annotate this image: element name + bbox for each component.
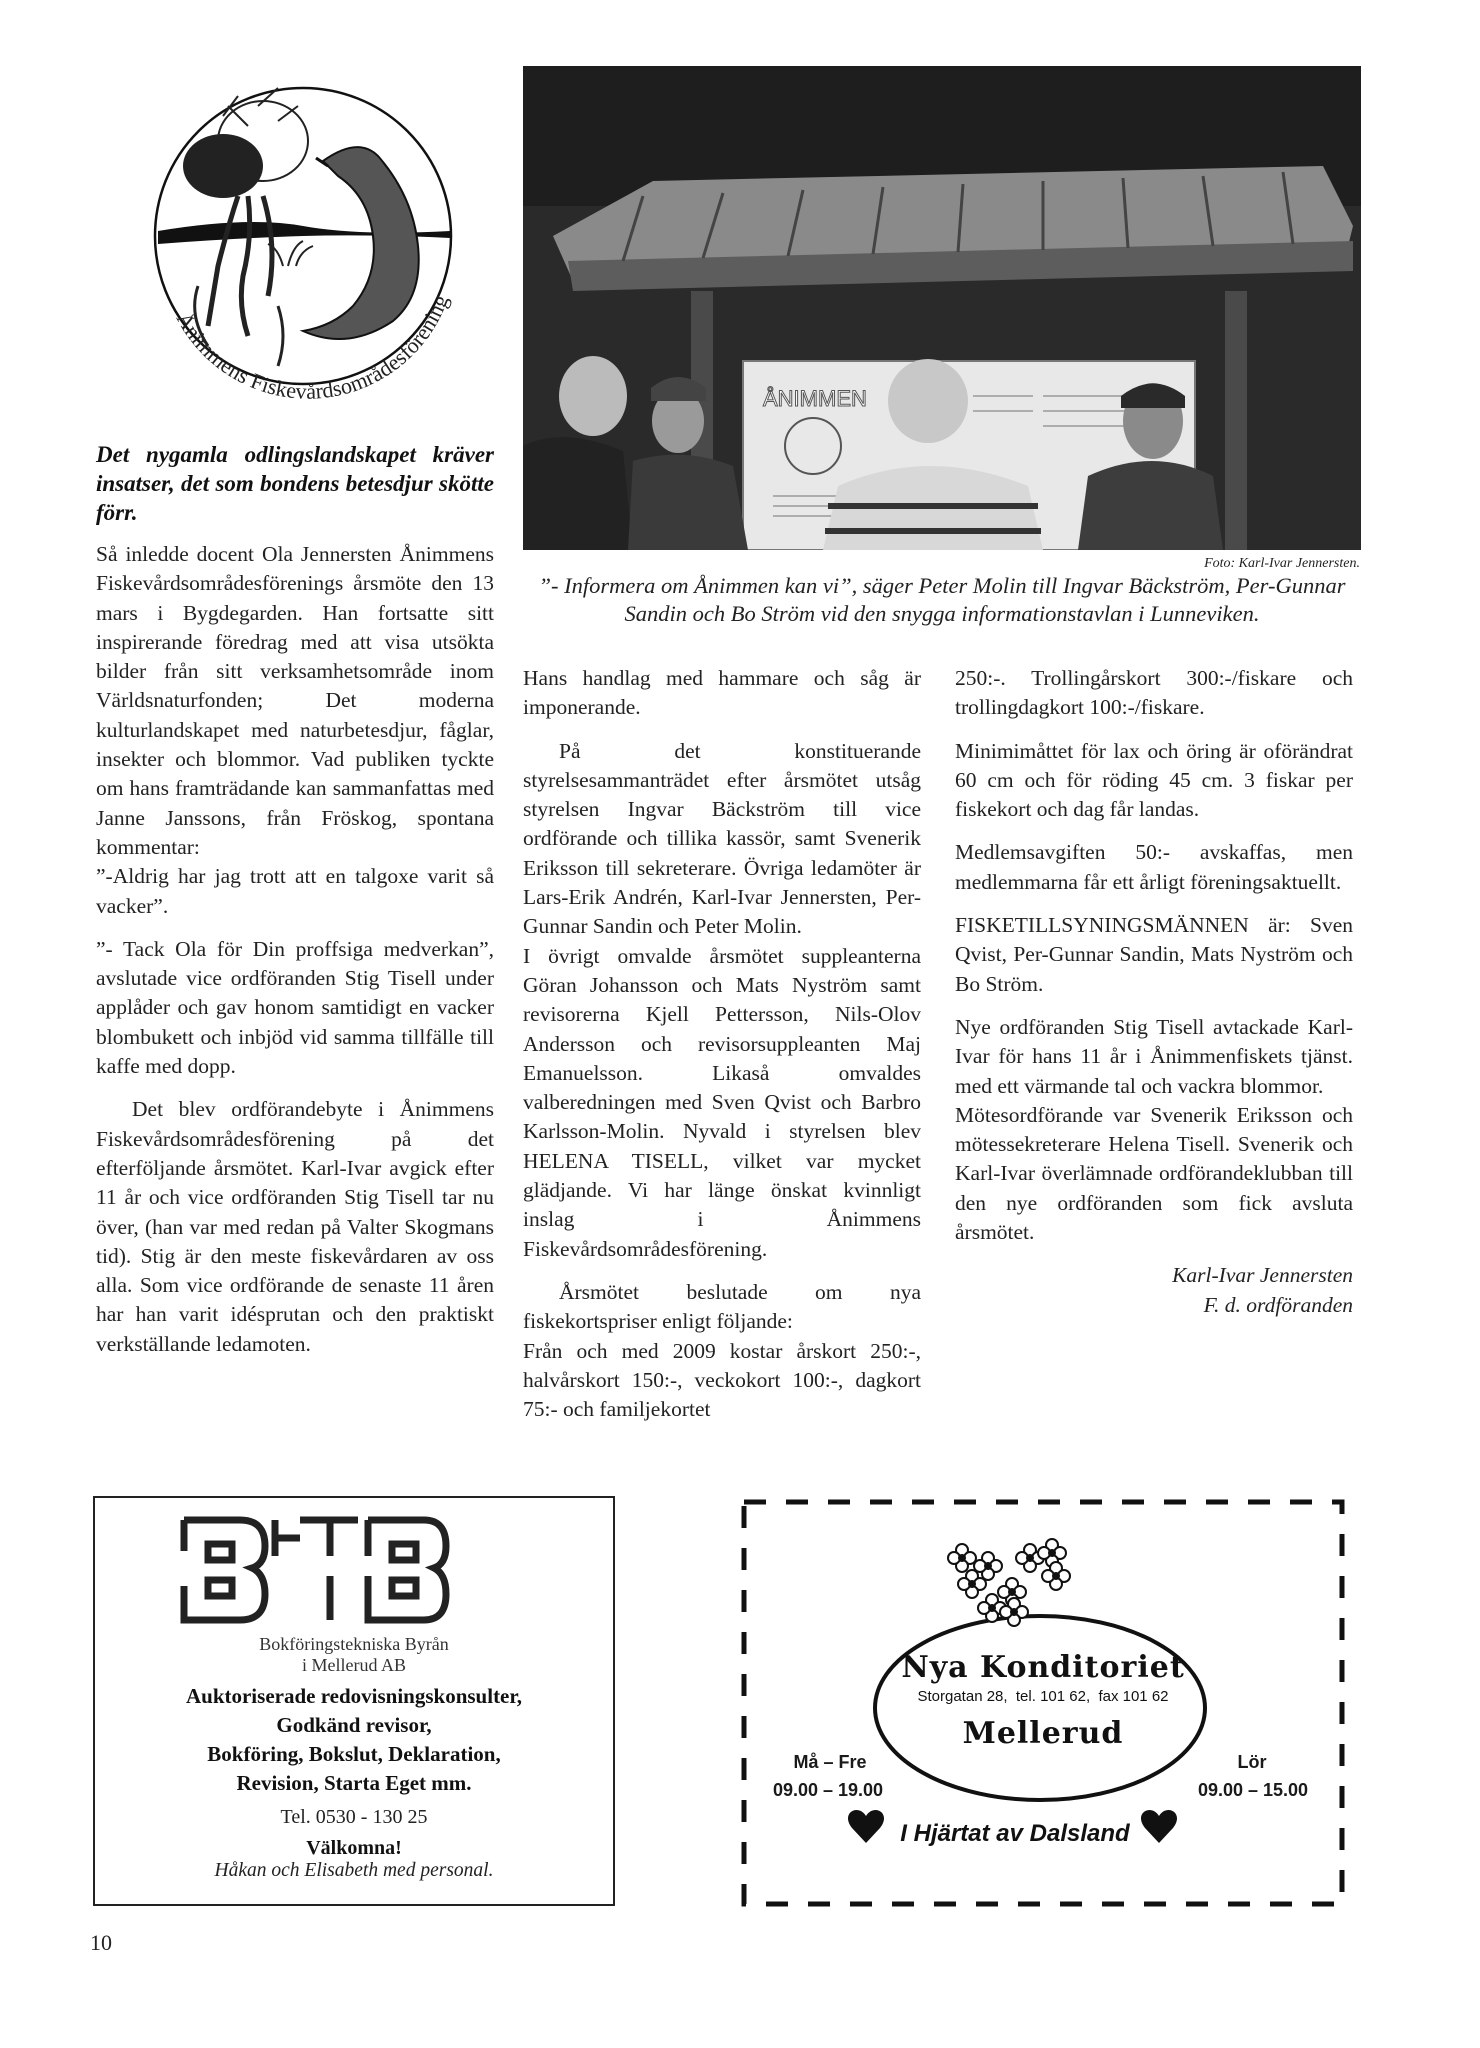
saturday-label: Lör [1237,1752,1267,1772]
article-column-1 [96,540,494,1373]
logo-ring-text: Ånimmens Fiskevårdsområdesförening [171,291,454,404]
konditori-town: Mellerud [962,1716,1124,1751]
paragraph: Medlemsavgiften 50:- avskaffas, men medlemmarna får ett årligt föreningsaktuellt. [955,840,1353,894]
btb-service: Bokföring, Bokslut, Deklaration, [207,1742,501,1766]
page-number: 10 [90,1930,112,1955]
photo-credit: Foto: Karl-Ivar Jennersten. [1204,556,1360,571]
paragraph: Det blev ordförandebyte i Ånimmens Fiskevårdsområdesförening på det efterföljande årsmötet. Karl-Ivar avgick efter 11 år och vice ordföranden Stig Tisell tar nu över, (han var med redan på Valter Skogmans tid). Stig är den meste fiskevårdaren av oss alla. Som vice ordförande de senaste 11 åren har han varit idésprutan och den praktiskt verkställande ledamoten. [96,1097,494,1356]
konditori-address: Storgatan 28, tel. 101 62, fax 101 62 [917,1688,1169,1705]
paragraph: På det konstituerande styrelsesammanträdet efter årsmötet utsåg styrelsen Ingvar Bäckström till vice ordförande och tillika kassör, samt Svenerik Eriksson till sekreterare. Övriga ledamöter är Lars-Erik Andrén, Karl-Ivar Jennersten, Per-Gunnar Sandin och Peter Molin. [523,738,921,939]
sign-title: ÅNIMMEN [763,386,867,411]
paragraph-quote: ”-Aldrig har jag trott att en talgoxe varit så vacker”. [96,864,494,918]
photo-caption: ”- Informera om Ånimmen kan vi”, säger Peter Molin till Ingvar Bäckström, Per-Gunnar Sandin och Bo Ström vid den snygga informationstavlan i Lunneviken. [538,573,1346,626]
btb-welcome: Välkomna! [306,1837,402,1859]
paragraph: Minimimåttet för lax och öring är oförändrat 60 cm och för röding 45 cm. 3 fiskar per fiskekort och dag får landas. [955,738,1353,822]
btb-staff: Håkan och Elisabeth med personal. [214,1860,494,1881]
advertisement-konditori [740,1498,1346,1908]
btb-service: Godkänd revisor, [276,1713,432,1737]
paragraph: Så inledde docent Ola Jennersten Ånimmens Fiskevårdsområdesförenings årsmöte den 13 mars i Bygdegarden. Han fortsatte sitt inspirerande föredrag med att visa utsökta bilder från sitt verksamhetsområde inom Världsnaturfonden; Det moderna kulturlandskapet med naturbetesdjur, fåglar, insekter och blommor. Vad publiken tyckte om hans framträdande kan sammanfattas med Janne Janssons, från Fröskog, spontana kommentar: [96,542,494,859]
konditori-slogan: I Hjärtat av Dalsland [900,1820,1130,1847]
paragraph: ”- Tack Ola för Din proffsiga medverkan”, avslutade vice ordföranden Stig Tisell under applåder och gav honom samtidigt en vacker blombukett och inbjöd vid samma tillfälle till kaffe med dopp. [96,936,494,1079]
btb-logo-text: BTB [180,1516,182,1517]
konditori-name: Nya Konditoriet [901,1650,1185,1685]
paragraph: I övrigt omvalde årsmötet suppleanterna Göran Johansson och Mats Nyström samt revisorerna Kjell Pettersson, Nils-Olov Andersson och revisorsuppleanten Maj Emanuelsson. Likaså omvaldes valberedningen med Sven Qvist och Barbro Karlsson-Molin. Nyvald i styrelsen blev HELENA TISELL, vilket var mycket glädjande. Vi har länge önskat kvinnligt inslag i Ånimmens Fiskevårdsområdesförening. [523,943,921,1261]
btb-company-line2: i Mellerud AB [302,1655,406,1675]
btb-service: Auktoriserade redovisningskonsulter, [185,1684,523,1708]
btb-company-line1: Bokföringstekniska Byrån [259,1634,449,1654]
paragraph: Hans handlag med hammare och såg är imponerande. [523,666,921,720]
paragraph: FISKETILLSYNINGSMÄNNEN är: Sven Qvist, Per-Gunnar Sandin, Mats Nyström och Bo Ström. [955,913,1353,996]
paragraph: Årsmötet beslutade om nya fiskekortspriser enligt följande: [523,1279,921,1334]
saturday-hours: 09.00 – 15.00 [1197,1780,1309,1800]
flower-icon [948,1539,1070,1626]
paragraph: Mötesordförande var Svenerik Eriksson och mötessekreterare Helena Tisell. Svenerik och Karl-Ivar överlämnade ordförandeklubban till den nye ordföranden som fick avsluta årsmötet. [955,1102,1353,1245]
signature-title: F. d. ordföranden [1203,1292,1353,1317]
weekday-hours: 09.00 – 19.00 [772,1780,884,1800]
btb-service: Revision, Starta Eget mm. [236,1771,472,1795]
paragraph: Nye ordföranden Stig Tisell avtackade Karl-Ivar för hans 11 år i Ånimmenfiskets tjänst. med ett värmande tal och vackra blommor. [955,1014,1353,1098]
btb-phone: Tel. 0530 - 130 25 [280,1806,428,1828]
article-column-2 [523,664,921,1424]
article-column-3 [955,664,1353,1320]
association-logo [128,66,478,436]
heart-icon [848,1810,884,1843]
signature-name: Karl-Ivar Jennersten [1172,1263,1353,1288]
weekday-label: Må – Fre [793,1752,867,1772]
article-lead: Det nygamla odlingslandskapet kräver insatser, det som bondens betesdjur skötte förr. [96,442,494,525]
paragraph: 250:-. Trollingårskort 300:-/fiskare och trollingdagkort 100:-/fiskare. [955,666,1353,720]
paragraph: Från och med 2009 kostar årskort 250:-, halvårskort 150:-, veckokort 100:-, dagkort 75:- och familjekortet [523,1338,921,1422]
photo-information-board [523,66,1361,550]
oval-frame [875,1616,1205,1800]
signature [955,1261,1353,1320]
btb-logo [95,1516,613,1634]
advertisement-btb [93,1496,615,1906]
